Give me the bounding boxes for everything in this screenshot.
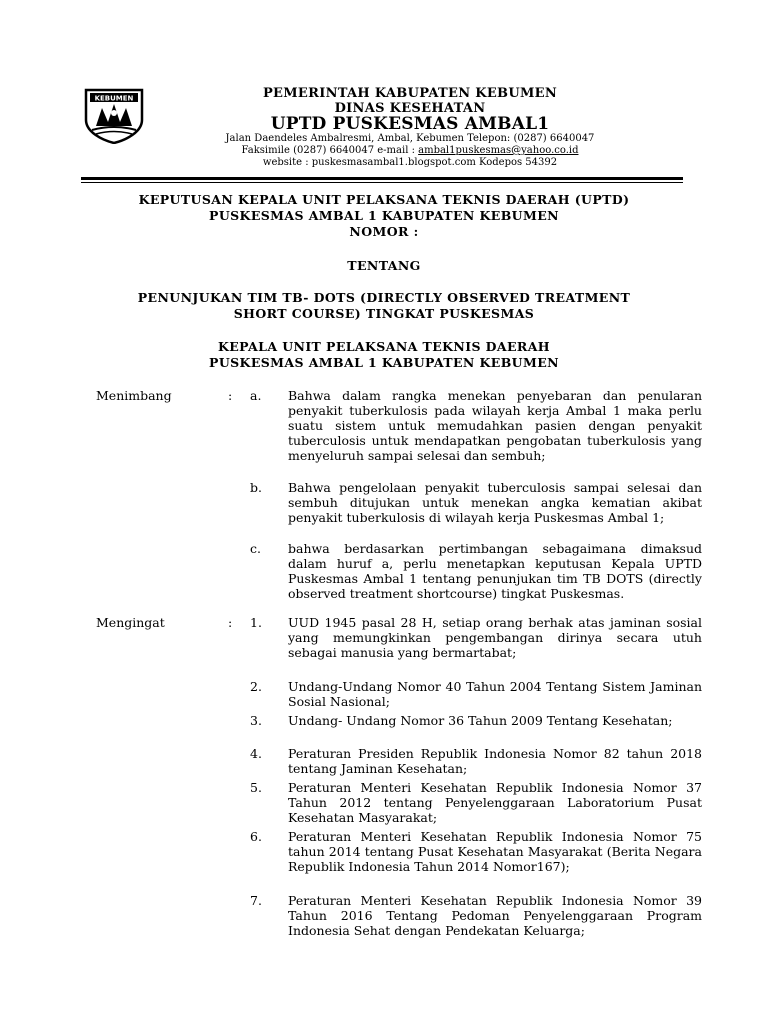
mengingat-marker-7: 7. — [250, 893, 262, 908]
letterhead-address: Jalan Daendeles Ambalresmi, Ambal, Kebumen Telepon: (0287) 6640047 — [225, 133, 595, 144]
mengingat-item-4: Peraturan Presiden Republik Indonesia Nomor 82 tahun 2018 tentang Jaminan Kesehatan; — [288, 746, 702, 776]
mengingat-marker-4: 4. — [250, 746, 262, 761]
mengingat-item-6: Peraturan Menteri Kesehatan Republik Indonesia Nomor 75 tahun 2014 tentang Pusat Kesehatan Masyarakat (Berita Negara Republik Indonesia Tahun 2014 Nomor167); — [288, 829, 702, 874]
header-rule-thin — [81, 182, 683, 183]
logo-lettering: KEBUMEN — [94, 94, 134, 103]
letterhead-government: PEMERINTAH KABUPATEN KEBUMEN — [262, 86, 558, 101]
mengingat-colon: : — [228, 615, 233, 630]
menimbang-marker-c: c. — [250, 541, 261, 556]
fax-text: Faksimile (0287) 6640047 e-mail : — [241, 145, 419, 156]
header-rule-thick — [81, 177, 683, 180]
mengingat-item-7: Peraturan Menteri Kesehatan Republik Indonesia Nomor 39 Tahun 2016 Tentang Pedoman Penyelenggaraan Program Indonesia Sehat dengan Pendekatan Keluarga; — [288, 893, 702, 938]
official-line1: KEPALA UNIT PELAKSANA TEKNIS DAERAH — [217, 339, 551, 354]
mengingat-marker-6: 6. — [250, 829, 262, 844]
letterhead-website: website : puskesmasambal1.blogspot.com Kodepos 54392 — [262, 157, 558, 168]
mengingat-marker-5: 5. — [250, 780, 262, 795]
official-line2: PUSKESMAS AMBAL 1 KABUPATEN KEBUMEN — [209, 355, 559, 370]
menimbang-marker-b: b. — [250, 480, 262, 495]
menimbang-item-b: Bahwa pengelolaan penyakit tuberculosis sampai selesai dan sembuh ditujukan untuk menekan angka kematian akibat penyakit tuberkulosis di wilayah kerja Puskesmas Ambal 1; — [288, 480, 702, 525]
mengingat-item-5: Peraturan Menteri Kesehatan Republik Indonesia Nomor 37 Tahun 2012 tentang Penyelenggaraan Laboratorium Pusat Kesehatan Masyarakat; — [288, 780, 702, 825]
menimbang-marker-a: a. — [250, 388, 262, 403]
email-link[interactable]: ambal1puskesmas@yahoo.co.id — [418, 145, 579, 156]
tentang-heading: TENTANG — [347, 258, 421, 273]
subject-line2: SHORT COURSE) TINGKAT PUSKESMAS — [233, 306, 535, 321]
letterhead-department: DINAS KESEHATAN — [334, 101, 486, 116]
decree-title-line2: PUSKESMAS AMBAL 1 KABUPATEN KEBUMEN — [209, 208, 559, 223]
subject-line1: PENUNJUKAN TIM TB- DOTS (DIRECTLY OBSERVED TREATMENT — [137, 290, 631, 305]
menimbang-colon: : — [228, 388, 233, 403]
mengingat-marker-2: 2. — [250, 679, 262, 694]
menimbang-label: Menimbang — [96, 388, 172, 403]
decree-title-line1: KEPUTUSAN KEPALA UNIT PELAKSANA TEKNIS DAERAH (UPTD) — [138, 192, 630, 207]
mengingat-label: Mengingat — [96, 615, 165, 630]
mengingat-item-2: Undang-Undang Nomor 40 Tahun 2004 Tentang Sistem Jaminan Sosial Nasional; — [288, 679, 702, 709]
menimbang-item-c: bahwa berdasarkan pertimbangan sebagaimana dimaksud dalam huruf a, perlu menetapkan keputusan Kepala UPTD Puskesmas Ambal 1 tentang penunjukan tim TB DOTS (directly observed treatment shortcourse) tingkat Puskesmas. — [288, 541, 702, 601]
decree-number: NOMOR : — [349, 224, 419, 239]
kebumen-coat-of-arms-logo — [82, 86, 146, 144]
menimbang-item-a: Bahwa dalam rangka menekan penyebaran dan penularan penyakit tuberkulosis pada wilayah kerja Ambal 1 maka perlu suatu sistem untuk memudahkan pasien dengan penyakit tuberculosis untuk mendapatkan pengobatan tuberkulosis yang menyeluruh sampai selesai dan sembuh; — [288, 388, 702, 463]
mengingat-item-1: UUD 1945 pasal 28 H, setiap orang berhak atas jaminan sosial yang memungkinkan pengembangan dirinya secara utuh sebagai manusia yang bermartabat; — [288, 615, 702, 660]
mengingat-item-3: Undang- Undang Nomor 36 Tahun 2009 Tentang Kesehatan; — [288, 713, 673, 728]
mengingat-marker-3: 3. — [250, 713, 262, 728]
letterhead-institution: UPTD PUSKESMAS AMBAL1 — [270, 114, 550, 134]
letterhead-fax-email — [175, 145, 645, 157]
mengingat-marker-1: 1. — [250, 615, 262, 630]
